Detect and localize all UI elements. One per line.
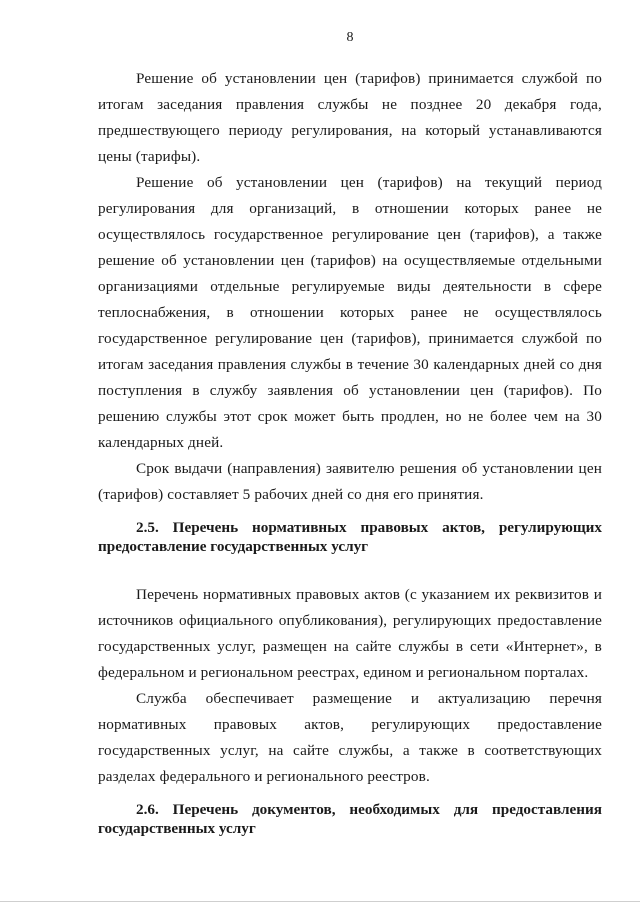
paragraph-issue-term: Срок выдачи (направления) заявителю решения об установлении цен (тарифов) составляет 5 рабочих дней со дня его принятия. <box>98 460 602 503</box>
paragraph-decision-new-organizations: Решение об установлении цен (тарифов) на текущий период регулирования для организаций, в отношении которых ранее не осуществлялось государственное регулирование цен (тарифов), а также решение об установлении цен (тарифов) на осуществляемые отдельными организациями отдельные регулируемые виды деятельности в сфере теплоснабжения, в отношении которых ранее не осуществлялось государственное регулирование цен (тарифов), принимается службой по итогам заседания правления службы в течение 30 календарных дней со дня поступления в службу заявления об установлении цен (тарифов). По решению службы этот срок может быть продлен, но не более чем на 30 календарных дней. <box>98 174 602 451</box>
paragraph-legal-acts-list: Перечень нормативных правовых актов (с указанием их реквизитов и источников официального опубликования), регулирующих предоставление государственных услуг, размещен на сайте службы в сети «Интернет», в федеральном и региональном реестрах, едином и региональном порталах. <box>98 586 602 681</box>
spacer <box>98 790 602 794</box>
section-heading-2-5: 2.5. Перечень нормативных правовых актов, регулирующих предоставление государственных услуг <box>98 519 602 555</box>
paragraph-decision-deadline: Решение об установлении цен (тарифов) принимается службой по итогам заседания правления службы не позднее 20 декабря года, предшествующего периоду регулирования, на который устанавливаются цены (тарифы). <box>98 70 602 165</box>
page-bottom-edge <box>0 901 640 902</box>
section-heading-2-6: 2.6. Перечень документов, необходимых для предоставления государственных услуг <box>98 801 602 837</box>
paragraph-legal-acts-update: Служба обеспечивает размещение и актуализацию перечня нормативных правовых актов, регулирующих предоставление государственных услуг, на сайте службы, а также в соответствующих разделах федерального и регионального реестров. <box>98 690 602 785</box>
page-number: 8 <box>346 30 354 45</box>
spacer <box>98 508 602 512</box>
